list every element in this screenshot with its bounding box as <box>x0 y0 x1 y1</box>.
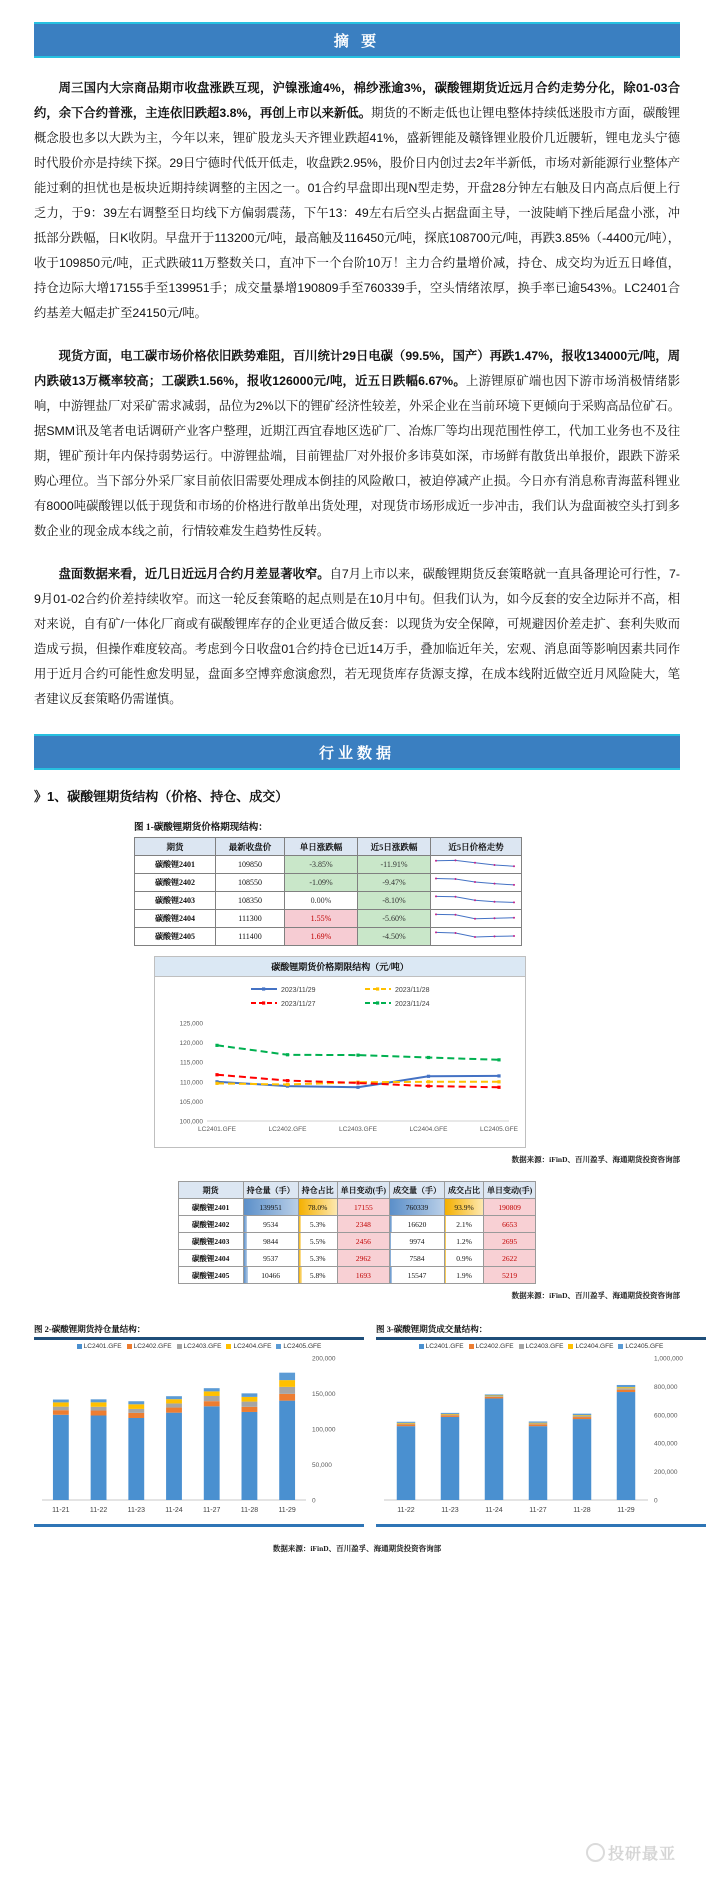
svg-text:11-21: 11-21 <box>52 1507 70 1514</box>
cell-close: 111400 <box>216 928 285 946</box>
th-sparkline: 近5日价格走势 <box>431 838 522 856</box>
volume-chart-block <box>376 1323 706 1527</box>
th-close: 最新收盘价 <box>216 838 285 856</box>
cell-oi-daily-change: 2962 <box>337 1250 389 1267</box>
industry-data-section-banner <box>34 734 680 770</box>
oi-volume-table-source: 数据来源：iFinD、百川盈孚、海通期货投资咨询部 <box>511 1291 680 1300</box>
table-row <box>135 910 522 928</box>
term-structure-table <box>134 837 522 946</box>
paragraph-2: 现货方面，电工碳市场价格依旧跌势难阻，百川统计29日电碳（99.5%，国产）再跌1.47%，报收134000元/吨，周内跌破13万概率较高；工碳跌1.56%，报收126000元/吨，近五日跌幅6.67%。上游锂原矿端也因下游市场消极情绪影响，中游锂盐厂对采矿需求减弱，品位为2%以下的锂矿经济性较差，外采企业在当前环境下更倾向于采购高品位矿石。据SMM讯及笔者电话调研产业客户整理，近期江西宜春地区选矿厂、冶炼厂等均出现范围性停工，代加工业务也不及往期，锂矿预计年内保持弱势运行。中游锂盐端，目前锂盐厂对外报价多讳莫如深，市场鲜有散货出单报价，跟跌下游采购心理位。当下部分外采厂家目前依旧需要处理成本倒挂的风险敞口，被迫停减产止损。今日亦有消息称青海蓝科锂业有8000吨碳酸锂以低于现货和市场的价格进行散单出货处理，对现货市场形成近一步冲击，我们认为盘面被空头打到多数企业的现金成本线之前，行情较难发生趋势性反转。 <box>34 349 680 538</box>
svg-text:200,000: 200,000 <box>654 1469 678 1477</box>
svg-text:11-23: 11-23 <box>127 1507 145 1514</box>
cell-oi-share: 5.3% <box>298 1250 337 1267</box>
table-row <box>178 1216 536 1233</box>
cell-close: 109850 <box>216 856 285 874</box>
oi-volume-table-block <box>34 1181 680 1284</box>
legend-item: LC2405.GFE <box>618 1343 663 1350</box>
cell-volume: 15547 <box>390 1267 445 1284</box>
svg-text:LC2405.GFE: LC2405.GFE <box>480 1126 518 1133</box>
line-chart-plot <box>155 977 525 1147</box>
cell-close: 108350 <box>216 892 285 910</box>
table-header-row <box>178 1182 536 1199</box>
table-row <box>178 1267 536 1284</box>
svg-text:11-29: 11-29 <box>278 1507 296 1514</box>
cell-close: 111300 <box>216 910 285 928</box>
svg-text:105,000: 105,000 <box>179 1098 203 1106</box>
svg-text:0: 0 <box>654 1497 658 1505</box>
industry-banner-label: 行业数据 <box>318 744 395 762</box>
th2-oi: 持仓量（手） <box>243 1182 298 1199</box>
cell-oi-share: 78.0% <box>298 1199 337 1216</box>
cell-volume: 760339 <box>390 1199 445 1216</box>
cell-oi-daily-change: 1693 <box>337 1267 389 1284</box>
legend-item: LC2402.GFE <box>469 1343 514 1350</box>
bottom-charts-row <box>34 1323 683 1527</box>
svg-text:11-27: 11-27 <box>529 1507 547 1514</box>
legend-item: LC2404.GFE <box>568 1343 613 1350</box>
cell-contract: 碳酸锂2405 <box>135 928 216 946</box>
svg-text:120,000: 120,000 <box>179 1040 203 1048</box>
cell-5day-change: -5.60% <box>358 910 431 928</box>
svg-text:11-29: 11-29 <box>617 1507 635 1514</box>
cell-contract: 碳酸锂2402 <box>135 874 216 892</box>
svg-text:200,000: 200,000 <box>312 1355 336 1363</box>
watermark-text: 投研最亚 <box>607 1846 676 1863</box>
svg-text:2023/11/27: 2023/11/27 <box>281 1001 316 1008</box>
svg-text:LC2402.GFE: LC2402.GFE <box>268 1126 307 1133</box>
cell-oi-share: 5.3% <box>298 1216 337 1233</box>
cell-oi-daily-change: 2348 <box>337 1216 389 1233</box>
th2-vol-pct: 成交占比 <box>445 1182 484 1199</box>
cell-sparkline <box>431 928 522 946</box>
cell-daily-change: 0.00% <box>285 892 358 910</box>
svg-text:0: 0 <box>312 1497 316 1505</box>
figure-2-plot <box>34 1352 364 1522</box>
cell-daily-change: 1.55% <box>285 910 358 928</box>
divider-rule <box>34 1337 364 1340</box>
divider-rule <box>376 1337 706 1340</box>
svg-text:2023/11/28: 2023/11/28 <box>395 987 430 994</box>
divider-rule-bottom <box>34 1524 364 1527</box>
cell-contract: 碳酸锂2404 <box>135 910 216 928</box>
line-chart-title: 碳酸锂期货价格期限结构（元/吨） <box>155 957 525 977</box>
svg-text:11-24: 11-24 <box>165 1507 183 1514</box>
cell-oi-share: 5.5% <box>298 1233 337 1250</box>
report-page <box>0 22 714 1878</box>
th2-contract: 期货 <box>178 1182 243 1199</box>
legend-item: LC2404.GFE <box>226 1343 271 1350</box>
legend-item: LC2405.GFE <box>276 1343 321 1350</box>
table-header-row <box>135 838 522 856</box>
svg-text:150,000: 150,000 <box>312 1391 336 1398</box>
th2-vol: 成交量（手） <box>390 1182 445 1199</box>
th-contract: 期货 <box>135 838 216 856</box>
cell-contract: 碳酸锂2405 <box>178 1267 243 1284</box>
cell-volume-daily-change: 2622 <box>484 1250 536 1267</box>
cell-volume: 9974 <box>390 1233 445 1250</box>
cell-volume-share: 1.9% <box>445 1267 484 1284</box>
cell-5day-change: -9.47% <box>358 874 431 892</box>
table-row <box>178 1199 536 1216</box>
footer-source: 数据来源：iFinD、百川盈孚、海通期货投资咨询部 <box>272 1544 442 1553</box>
table-row <box>135 874 522 892</box>
table-row <box>178 1250 536 1267</box>
cell-sparkline <box>431 892 522 910</box>
th2-vol-chg: 单日变动(手) <box>484 1182 536 1199</box>
cell-sparkline <box>431 856 522 874</box>
cell-open-interest: 9534 <box>243 1216 298 1233</box>
cell-daily-change: 1.69% <box>285 928 358 946</box>
th2-oi-chg: 单日变动(手) <box>337 1182 389 1199</box>
svg-text:100,000: 100,000 <box>312 1426 336 1434</box>
cell-volume-share: 1.2% <box>445 1233 484 1250</box>
cell-open-interest: 9537 <box>243 1250 298 1267</box>
svg-text:115,000: 115,000 <box>179 1059 203 1067</box>
subsection-heading: 》1、碳酸锂期货结构（价格、持仓、成交） <box>34 789 289 804</box>
svg-text:400,000: 400,000 <box>654 1440 678 1448</box>
cell-daily-change: -3.85% <box>285 856 358 874</box>
svg-text:11-28: 11-28 <box>573 1507 591 1514</box>
legend-item: LC2402.GFE <box>127 1343 172 1350</box>
cell-oi-daily-change: 17155 <box>337 1199 389 1216</box>
legend-item: LC2403.GFE <box>519 1343 564 1350</box>
svg-text:125,000: 125,000 <box>179 1020 203 1028</box>
figure-1-caption: 图 1-碳酸锂期货价格期现结构： <box>134 823 268 833</box>
open-interest-chart-block <box>34 1323 364 1527</box>
table-row <box>135 928 522 946</box>
svg-text:11-22: 11-22 <box>89 1507 108 1514</box>
svg-text:800,000: 800,000 <box>654 1383 678 1391</box>
cell-volume-daily-change: 2695 <box>484 1233 536 1250</box>
figure-3-plot <box>376 1352 706 1522</box>
cell-sparkline <box>431 874 522 892</box>
term-structure-line-chart <box>154 956 526 1148</box>
watermark-circle-icon <box>586 1843 605 1862</box>
divider-rule-bottom <box>376 1524 706 1527</box>
svg-text:11-22: 11-22 <box>397 1507 415 1514</box>
svg-text:11-24: 11-24 <box>485 1507 503 1514</box>
cell-close: 108550 <box>216 874 285 892</box>
cell-sparkline <box>431 910 522 928</box>
cell-daily-change: -1.09% <box>285 874 358 892</box>
cell-5day-change: -11.91% <box>358 856 431 874</box>
th-5day-chg: 近5日涨跌幅 <box>358 838 431 856</box>
table-row <box>135 856 522 874</box>
svg-text:100,000: 100,000 <box>179 1118 203 1126</box>
cell-contract: 碳酸锂2403 <box>135 892 216 910</box>
figure-2-caption: 图 2-碳酸锂期货持仓量结构： <box>34 1324 146 1334</box>
cell-contract: 碳酸锂2402 <box>178 1216 243 1233</box>
svg-text:2023/11/29: 2023/11/29 <box>281 987 316 994</box>
table-row <box>135 892 522 910</box>
figure-3-caption: 图 3-碳酸锂期货成交量结构： <box>376 1324 488 1334</box>
cell-contract: 碳酸锂2401 <box>135 856 216 874</box>
cell-volume-share: 2.1% <box>445 1216 484 1233</box>
cell-contract: 碳酸锂2404 <box>178 1250 243 1267</box>
svg-text:50,000: 50,000 <box>312 1462 332 1469</box>
cell-volume-share: 93.9% <box>445 1199 484 1216</box>
svg-text:600,000: 600,000 <box>654 1412 678 1420</box>
figure-1-block <box>34 819 680 1165</box>
cell-oi-daily-change: 2456 <box>337 1233 389 1250</box>
abstract-banner-label: 摘 要 <box>333 32 381 50</box>
svg-text:11-23: 11-23 <box>441 1507 459 1514</box>
cell-open-interest: 10466 <box>243 1267 298 1284</box>
abstract-section-banner <box>34 22 680 58</box>
th-daily-chg: 单日涨跌幅 <box>285 838 358 856</box>
table-row <box>178 1233 536 1250</box>
cell-volume-daily-change: 5219 <box>484 1267 536 1284</box>
legend-item: LC2401.GFE <box>419 1343 464 1350</box>
legend-item: LC2401.GFE <box>77 1343 122 1350</box>
figure-2-legend <box>34 1343 364 1350</box>
cell-volume-daily-change: 190809 <box>484 1199 536 1216</box>
svg-text:1,000,000: 1,000,000 <box>654 1355 683 1363</box>
watermark <box>586 1841 676 1864</box>
oi-volume-table <box>178 1181 537 1284</box>
svg-text:LC2401.GFE: LC2401.GFE <box>198 1126 236 1133</box>
svg-text:11-28: 11-28 <box>240 1507 259 1514</box>
paragraph-3: 盘面数据来看，近几日近远月合约月差显著收窄。自7月上市以来，碳酸锂期货反套策略就一直具备理论可行性，7-9月01-02合约价差持续收窄。而这一轮反套策略的起点则是在10月中旬。但我们认为，如今反套的安全边际并不高，相对来说，自有矿/一体化厂商或有碳酸锂库存的企业更适合做反套：以现货为安全保障，可规避因价差走扩、套利失败而造成亏损，但操作难度较高。考虑到今日收盘01合约持仓已近14万手，叠加临近年关，宏观、消息面等影响因素共同作用于近月合约可能性愈发明显，盘面多空博弈愈演愈烈，若无现货库存货源支撑，在成本线附近做空近月风险陡大，笔者建议反套策略仍需谨慎。 <box>34 567 680 706</box>
cell-volume: 16620 <box>390 1216 445 1233</box>
cell-open-interest: 9844 <box>243 1233 298 1250</box>
figure-3-legend <box>376 1343 706 1350</box>
svg-text:LC2403.GFE: LC2403.GFE <box>339 1126 377 1133</box>
cell-oi-share: 5.8% <box>298 1267 337 1284</box>
cell-open-interest: 139951 <box>243 1199 298 1216</box>
th2-oi-pct: 持仓占比 <box>298 1182 337 1199</box>
paragraph-1: 周三国内大宗商品期市收盘涨跌互现，沪镍涨逾4%，棉纱涨逾3%，碳酸锂期货近远月合约走势分化，除01-03合约，余下合约普涨，主连依旧跌超3.8%，再创上市以来新低。期货的不断走低也让锂电整体持续低迷股市方面，碳酸锂概念股也多以大跌为主，今年以来，锂矿股龙头天齐锂业跌超41%，盛新锂能及赣锋锂业股价几近腰斩，锂电龙头宁德时代股价亦是持续下探。29日宁德时代低开低走，收盘跌2.95%，股价日内创过去2年半新低，市场对新能源行业整体产能过剩的担忧也是板块近期持续调整的主因之一。01合约早盘即出现N型走势，开盘28分钟左右触及日内高点后便上行乏力，于9：39左右调整至日均线下方偏弱震荡，下午13：49左右后空头占据盘面主导，一波陡峭下挫后尾盘小涨，冲抵部分跌幅，日K收阴。早盘开于113200元/吨，最高触及116450元/吨，探底108700元/吨，再跌3.85%（-4400元/吨），收于109850元/吨，正式跌破11万整数关口，直冲下一个台阶10万！主力合约量增价减，持仓、成交均为近五日峰值，持仓边际大增17155手至139951手；成交量暴增190809手至760339手，空头情绪浓厚，换手率已逾543%。LC2401合约基差大幅走扩至24150元/吨。 <box>34 81 681 320</box>
figure-1-source: 数据来源：iFinD、百川盈孚、海通期货投资咨询部 <box>511 1155 680 1164</box>
svg-text:LC2404.GFE: LC2404.GFE <box>409 1126 448 1133</box>
svg-text:110,000: 110,000 <box>179 1079 203 1087</box>
cell-volume: 7584 <box>390 1250 445 1267</box>
legend-item: LC2403.GFE <box>177 1343 222 1350</box>
cell-5day-change: -4.50% <box>358 928 431 946</box>
cell-contract: 碳酸锂2401 <box>178 1199 243 1216</box>
cell-volume-share: 0.9% <box>445 1250 484 1267</box>
svg-text:11-27: 11-27 <box>203 1507 221 1514</box>
cell-contract: 碳酸锂2403 <box>178 1233 243 1250</box>
svg-text:2023/11/24: 2023/11/24 <box>395 1001 430 1008</box>
cell-volume-daily-change: 6653 <box>484 1216 536 1233</box>
cell-5day-change: -8.10% <box>358 892 431 910</box>
